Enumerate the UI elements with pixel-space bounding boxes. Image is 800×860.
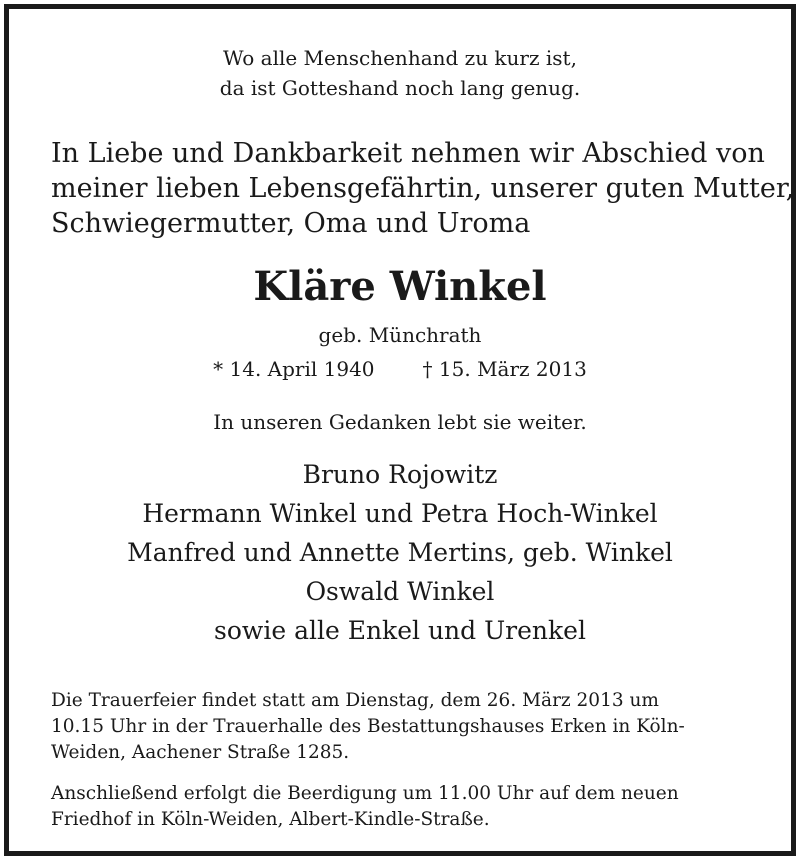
intro-line: meiner lieben Lebensgefährtin, unserer guten Mutter, [51, 173, 795, 204]
birth-date: * 14. April 1940 [213, 357, 375, 381]
maiden-name: geb. Münchrath [318, 323, 482, 347]
farewell-intro [51, 136, 795, 241]
motto-line: da ist Gotteshand noch lang genug. [219, 76, 581, 100]
funeral-line: 10.15 Uhr in der Trauerhalle des Bestattungshauses Erken in Köln- [51, 716, 685, 737]
deceased-name: Kläre Winkel [253, 263, 547, 310]
motto-line: Wo alle Menschenhand zu kurz ist, [223, 46, 577, 70]
mourner-entry: sowie alle Enkel und Urenkel [214, 616, 586, 645]
intro-line: In Liebe und Dankbarkeit nehmen wir Abschied von [51, 138, 765, 169]
mourner-entry: Oswald Winkel [305, 577, 495, 606]
mourner-entry: Hermann Winkel und Petra Hoch-Winkel [142, 499, 658, 528]
obituary-notice [4, 4, 796, 856]
burial-line: Anschließend erfolgt die Beerdigung um 11.00 Uhr auf dem neuen [51, 783, 679, 804]
mourner-entry: Manfred und Annette Mertins, geb. Winkel [127, 538, 673, 567]
funeral-service-info [51, 688, 773, 766]
remembrance-line: In unseren Gedanken lebt sie weiter. [213, 410, 587, 434]
life-dates [9, 355, 791, 383]
burial-line: Friedhof in Köln-Weiden, Albert-Kindle-Straße. [51, 809, 490, 830]
funeral-line: Die Trauerfeier findet statt am Dienstag, dem 26. März 2013 um [51, 690, 659, 711]
motto-verse [9, 43, 791, 103]
death-date: † 15. März 2013 [422, 357, 587, 381]
burial-info [51, 781, 773, 833]
mourners-list [9, 455, 791, 650]
intro-line: Schwiegermutter, Oma und Uroma [51, 208, 531, 239]
funeral-line: Weiden, Aachener Straße 1285. [51, 742, 350, 763]
mourner-entry: Bruno Rojowitz [302, 460, 498, 489]
